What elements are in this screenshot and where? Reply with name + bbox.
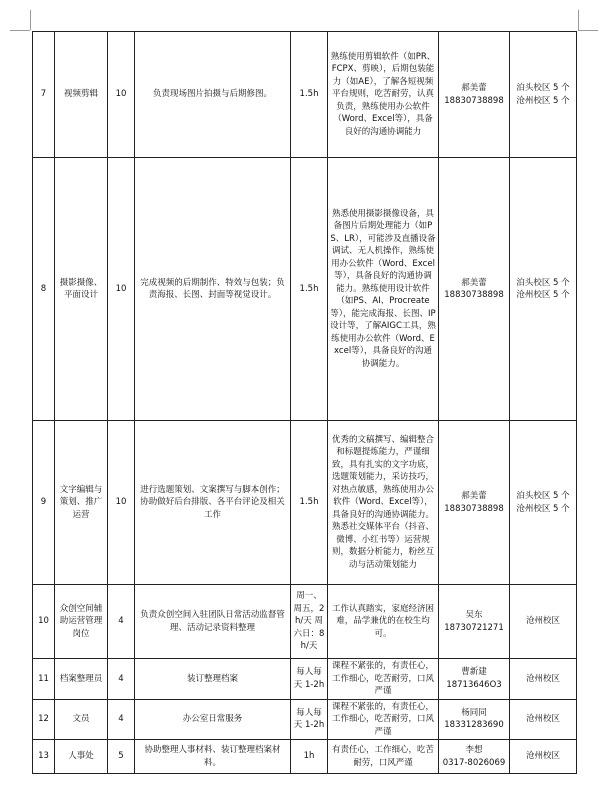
row-number: 9 bbox=[33, 421, 55, 585]
contact-phone: 18830738898 bbox=[444, 290, 504, 300]
row-number: 13 bbox=[33, 740, 55, 774]
job-duty: 负责现场图片拍摄与后期修图。 bbox=[135, 32, 291, 158]
contact-phone: 18713646O3 bbox=[446, 679, 502, 690]
contact bbox=[439, 699, 510, 740]
row-number: 8 bbox=[33, 158, 55, 421]
contact bbox=[439, 659, 510, 700]
requirements: 课程不紧张的，有责任心，工作细心，吃苦耐劳，口风严谨 bbox=[328, 699, 439, 740]
job-table bbox=[32, 31, 577, 774]
table-body bbox=[33, 32, 577, 774]
position-name: 众创空间辅助运营管理岗位 bbox=[55, 585, 108, 659]
campus: 泊头校区 5 个 沧州校区 5 个 bbox=[510, 421, 577, 585]
contact-phone: 18830738898 bbox=[444, 95, 504, 106]
requirements: 熟练使用剪辑软件（如PR、FCPX、剪映），后期包装能力（如AE），了解各短视频平台规则，吃苦耐劳，认真负责，熟练使用办公软件（Word、Excel等），具备良好的沟通协调能力 bbox=[328, 32, 439, 158]
campus: 泊头校区 5 个 沧州校区 5 个 bbox=[510, 32, 577, 158]
table-row bbox=[33, 659, 577, 700]
table-row bbox=[33, 699, 577, 740]
headcount: 10 bbox=[108, 158, 135, 421]
contact-name: 郝美蕾 bbox=[461, 83, 487, 93]
position-name: 摄影摄像、平面设计 bbox=[55, 158, 108, 421]
row-number: 10 bbox=[33, 585, 55, 659]
requirements: 优秀的文稿撰写、编辑整合和标题提炼能力，严谨细致，具有扎实的文字功底，选题策划能力，采访技巧，对热点敏感，熟练使用办公软件（Word、Excel等），具备良好的沟通协调能力。熟悉社交媒体平台（抖音、微博、小红书等）运营规则，数据分析能力，粉丝互动与活动策划能力 bbox=[328, 421, 439, 585]
headcount: 4 bbox=[108, 699, 135, 740]
requirements: 课程不紧张的，有责任心，工作细心，吃苦耐劳，口风严谨 bbox=[328, 659, 439, 700]
contact-name: 曹新建 bbox=[461, 667, 487, 678]
position-name: 视频剪辑 bbox=[55, 32, 108, 158]
work-hours: 1.5h bbox=[291, 158, 328, 421]
contact bbox=[439, 421, 510, 585]
contact-name: 吴东 bbox=[465, 610, 483, 620]
requirements: 有责任心，工作细心，吃苦耐劳，口风严谨 bbox=[328, 740, 439, 774]
campus: 沧州校区 bbox=[510, 659, 577, 700]
work-hours: 1h bbox=[291, 740, 328, 774]
job-duty: 进行选题策划、文案撰写与脚本创作；协助做好后台排版、各平台评论及相关工作 bbox=[135, 421, 291, 585]
contact-phone: 18331283690 bbox=[444, 720, 504, 731]
work-hours: 每人每天 1-2h bbox=[291, 699, 328, 740]
contact bbox=[439, 158, 510, 421]
contact-name: 杨同同 bbox=[461, 707, 487, 718]
headcount: 4 bbox=[108, 585, 135, 659]
position-name: 文员 bbox=[55, 699, 108, 740]
contact bbox=[439, 32, 510, 158]
requirements: 工作认真踏实，家庭经济困难，品学兼优的在校生均可。 bbox=[328, 585, 439, 659]
table-row bbox=[33, 421, 577, 585]
headcount: 4 bbox=[108, 659, 135, 700]
headcount: 5 bbox=[108, 740, 135, 774]
contact bbox=[439, 585, 510, 659]
contact-name: 郝美蕾 bbox=[461, 491, 487, 501]
job-duty: 负责众创空间入驻团队日常活动监督管理、活动记录资料整理 bbox=[135, 585, 291, 659]
contact-phone: 18730721271 bbox=[444, 622, 504, 633]
campus: 沧州校区 bbox=[510, 585, 577, 659]
campus: 沧州校区 bbox=[510, 740, 577, 774]
work-hours: 周一、周五，2h/天 周六日：8h/天 bbox=[291, 585, 328, 659]
position-name: 文字编辑与策划、推广运营 bbox=[55, 421, 108, 585]
requirements: 熟悉使用摄影摄像设备，具备图片后期处理能力（如PS、LR），可能涉及直播设备调试、无人机操作，熟练使用办公软件（Word、Excel等），具备良好的沟通协调能力。熟练使用设计软件（如PS、AI、Procreate等），能完成海报、长图、IP设计等，了解AIGC工具，熟练使用办公软件（Word、Excel等），具备良好的沟通协调能力。 bbox=[328, 158, 439, 421]
campus: 沧州校区 bbox=[510, 699, 577, 740]
contact-phone: 18830738898 bbox=[444, 503, 504, 514]
campus: 泊头校区 5 个 沧州校区 5 个 bbox=[510, 158, 577, 421]
row-number: 12 bbox=[33, 699, 55, 740]
contact-phone: 0317-8026069 bbox=[442, 757, 506, 768]
position-name: 档案整理员 bbox=[55, 659, 108, 700]
job-duty: 完成视频的后期制作、特效与包装；负责海报、长图、封面等视觉设计。 bbox=[135, 158, 291, 421]
position-name: 人事处 bbox=[55, 740, 108, 774]
table-row bbox=[33, 585, 577, 659]
crop-mark-top-right-v bbox=[578, 10, 579, 30]
contact bbox=[439, 740, 510, 774]
headcount: 10 bbox=[108, 32, 135, 158]
work-hours: 1.5h bbox=[291, 32, 328, 158]
job-duty: 装订整理档案 bbox=[135, 659, 291, 700]
table-row bbox=[33, 32, 577, 158]
crop-mark-top-left bbox=[10, 30, 30, 31]
row-number: 11 bbox=[33, 659, 55, 700]
work-hours: 1.5h bbox=[291, 421, 328, 585]
contact-name: 郝美蕾 bbox=[461, 277, 487, 288]
table-row bbox=[33, 740, 577, 774]
job-duty: 协助整理人事材料、装订整理档案材料。 bbox=[135, 740, 291, 774]
crop-mark-top-left-v bbox=[30, 10, 31, 30]
contact-name: 李想 bbox=[465, 745, 483, 755]
row-number: 7 bbox=[33, 32, 55, 158]
headcount: 10 bbox=[108, 421, 135, 585]
job-duty: 办公室日常服务 bbox=[135, 699, 291, 740]
table-row bbox=[33, 158, 577, 421]
crop-mark-top-right bbox=[578, 30, 598, 31]
work-hours: 每人每天 1-2h bbox=[291, 659, 328, 700]
